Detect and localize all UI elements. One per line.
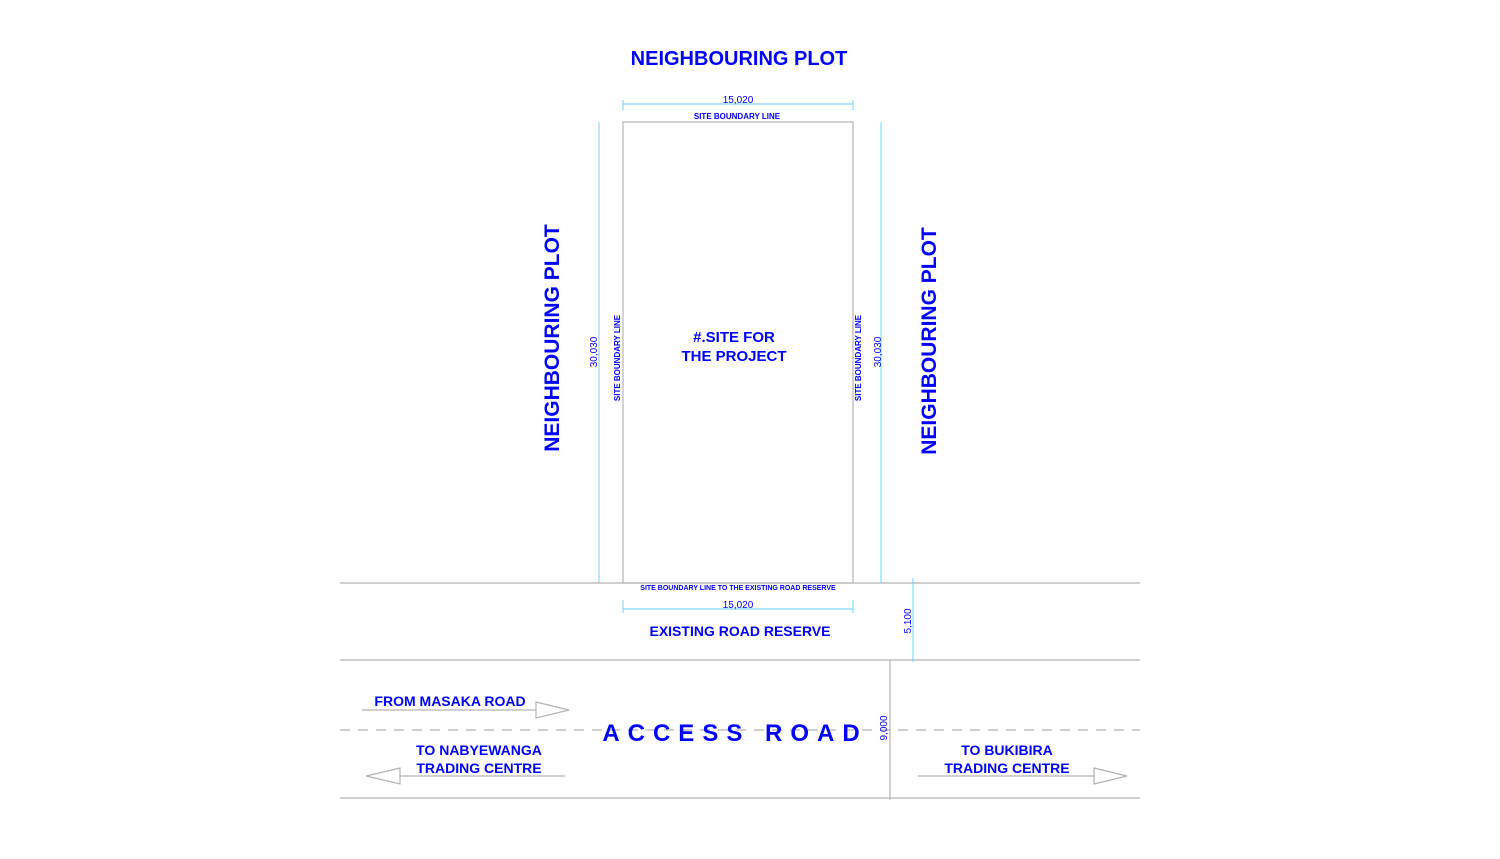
dim-reserve-text: 5,100	[903, 608, 914, 634]
to-bukibira-line2: TRADING CENTRE	[944, 760, 1070, 776]
boundary-top-label: SITE BOUNDARY LINE	[693, 112, 781, 121]
dim-bottom-text: 15,020	[722, 600, 754, 611]
neighbour-left-label: NEIGHBOURING PLOT	[541, 224, 564, 452]
to-nabyewanga-line2: TRADING CENTRE	[416, 760, 542, 776]
boundary-left-label: SITE BOUNDARY LINE	[613, 314, 622, 402]
to-bukibira-line1: TO BUKIBIRA	[961, 742, 1053, 758]
dim-right-text: 30,030	[873, 336, 884, 368]
neighbour-right-label: NEIGHBOURING PLOT	[918, 227, 941, 455]
dim-left-text: 30,030	[589, 336, 600, 368]
to-nabyewanga-line1: TO NABYEWANGA	[416, 742, 542, 758]
boundary-bottom-label: SITE BOUNDARY LINE TO THE EXISTING ROAD RESERVE	[640, 585, 836, 592]
site-label-line2: THE PROJECT	[681, 348, 787, 365]
from-masaka-label: FROM MASAKA ROAD	[374, 693, 526, 709]
access-road-label: ACCESS ROAD	[602, 720, 868, 747]
neighbour-top-label: NEIGHBOURING PLOT	[630, 48, 848, 70]
dim-road-text: 9,000	[879, 715, 890, 741]
site-label-line1: #.SITE FOR	[693, 329, 775, 346]
boundary-right-label: SITE BOUNDARY LINE	[854, 314, 863, 402]
dim-top-text: 15,020	[722, 95, 754, 106]
road-reserve-label: EXISTING ROAD RESERVE	[649, 623, 831, 639]
